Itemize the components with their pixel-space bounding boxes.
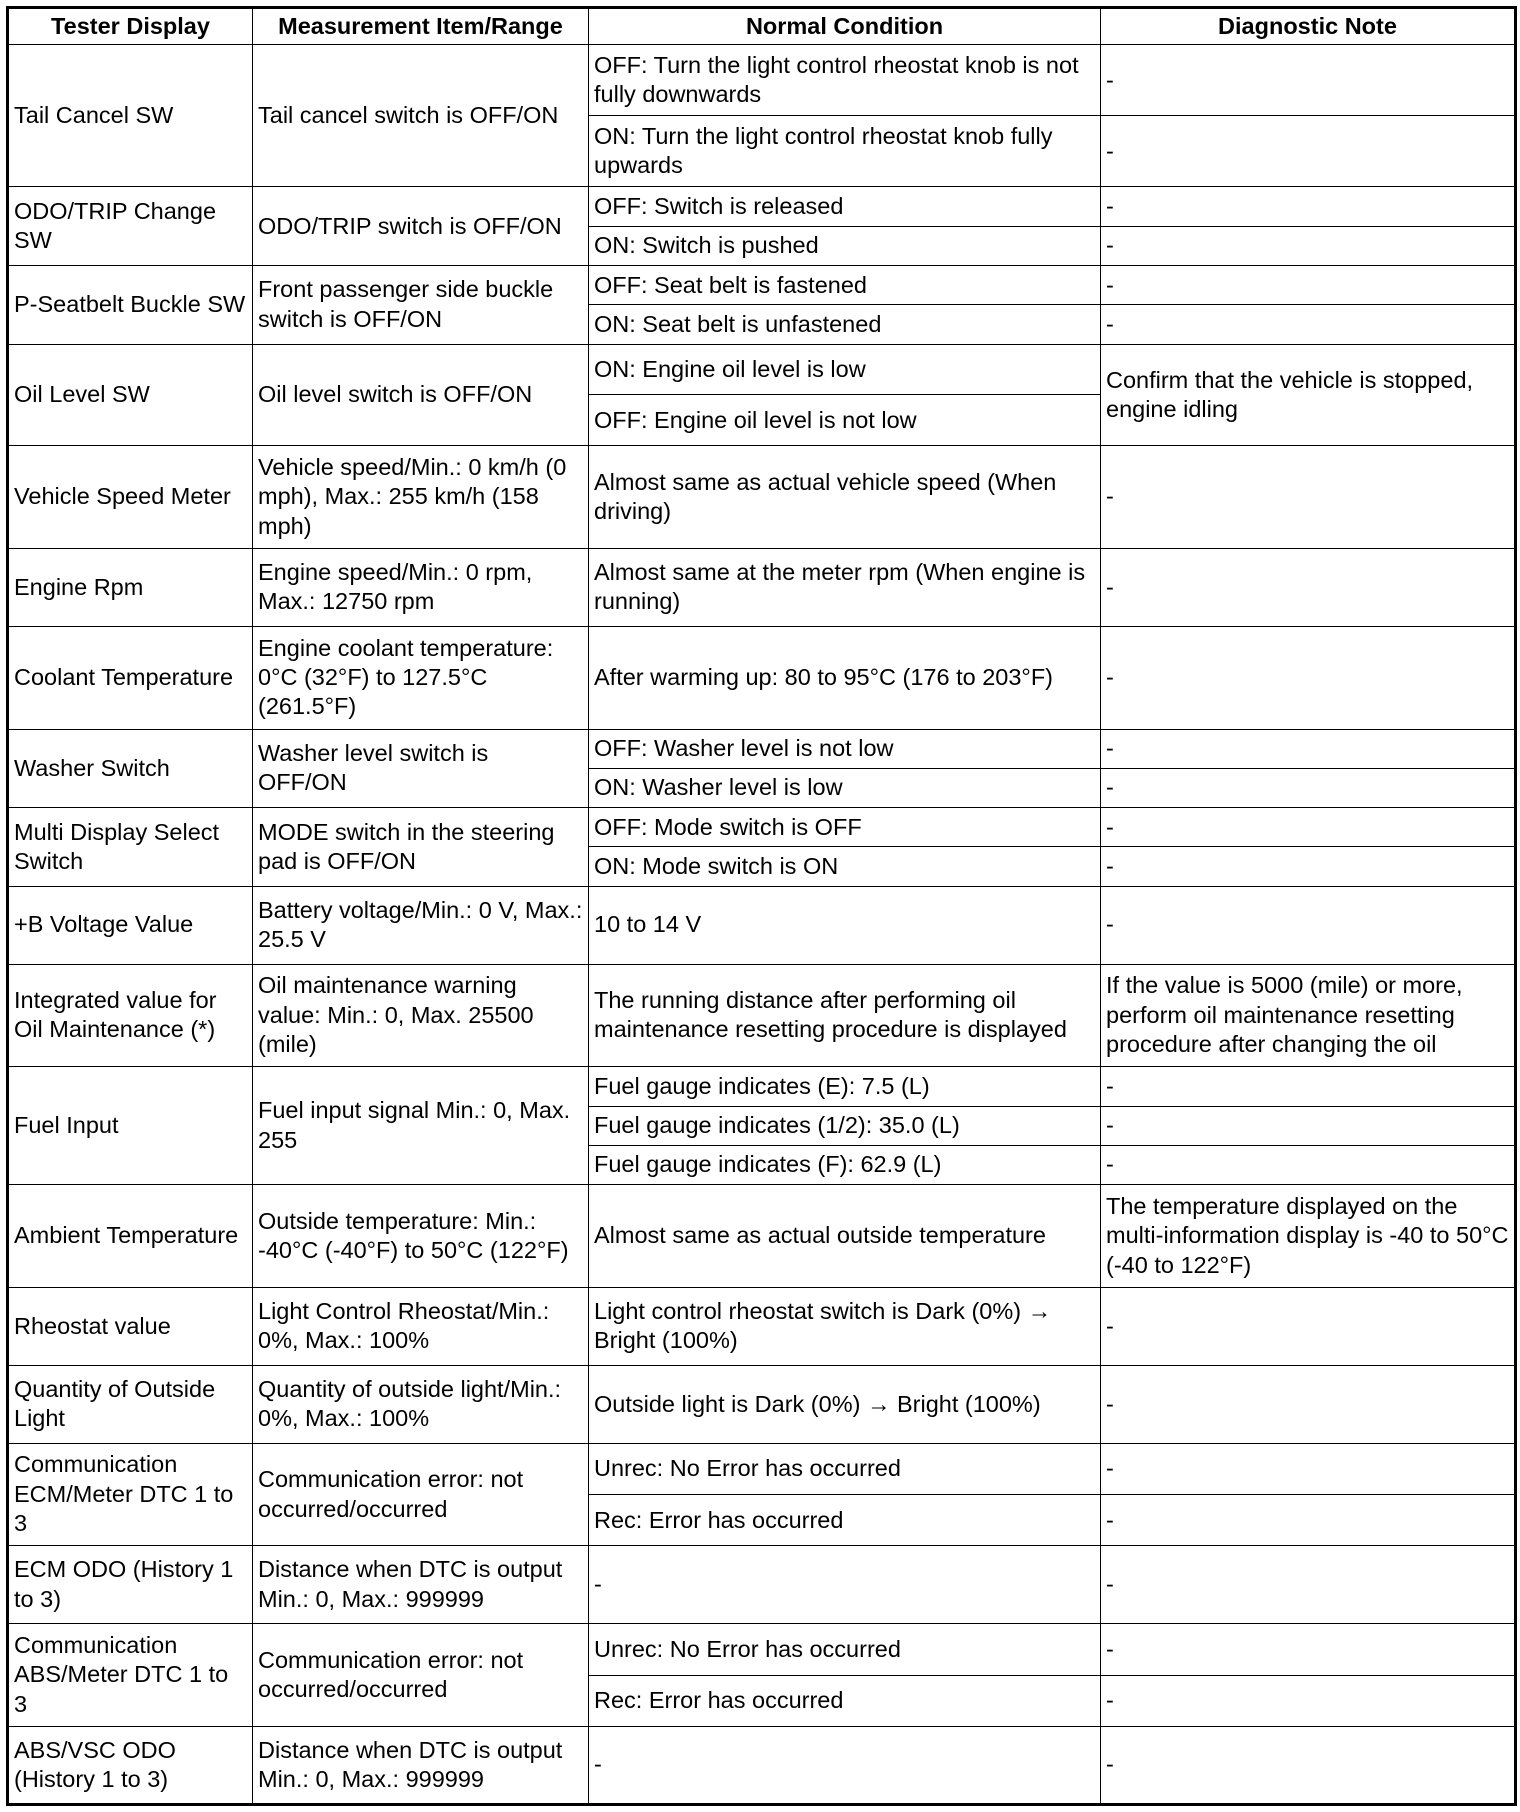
tester-display-cell: Tail Cancel SW xyxy=(8,45,253,187)
measurement-range-cell: Engine coolant temperature: 0°C (32°F) to 127.5°C (261.5°F) xyxy=(253,626,589,729)
tester-display-cell: ECM ODO (History 1 to 3) xyxy=(8,1546,253,1624)
tester-display-cell: Ambient Temperature xyxy=(8,1185,253,1288)
tester-display-cell: Communication ABS/Meter DTC 1 to 3 xyxy=(8,1624,253,1727)
tester-display-cell: +B Voltage Value xyxy=(8,886,253,964)
diagnostic-note-cell: - xyxy=(1101,626,1516,729)
diagnostic-note-cell: - xyxy=(1101,1067,1516,1106)
tester-display-cell: Quantity of Outside Light xyxy=(8,1365,253,1443)
tester-display-cell: Vehicle Speed Meter xyxy=(8,446,253,549)
diagnostic-note-cell: - xyxy=(1101,446,1516,549)
measurement-range-cell: Oil maintenance warning value: Min.: 0, Max. 25500 (mile) xyxy=(253,964,589,1067)
measurement-range-cell: Engine speed/Min.: 0 rpm, Max.: 12750 rpm xyxy=(253,549,589,627)
normal-condition-cell: ON: Turn the light control rheostat knob fully upwards xyxy=(589,116,1101,187)
normal-condition-cell: OFF: Turn the light control rheostat knob is not fully downwards xyxy=(589,45,1101,116)
diagnostic-note-cell: - xyxy=(1101,187,1516,226)
tester-display-cell: Integrated value for Oil Maintenance (*) xyxy=(8,964,253,1067)
diagnostic-note-cell: - xyxy=(1101,116,1516,187)
normal-condition-cell: Unrec: No Error has occurred xyxy=(589,1624,1101,1675)
tester-display-cell: P-Seatbelt Buckle SW xyxy=(8,266,253,345)
diagnostic-note-cell: - xyxy=(1101,1624,1516,1675)
normal-condition-cell: Fuel gauge indicates (F): 62.9 (L) xyxy=(589,1145,1101,1184)
measurement-range-cell: Light Control Rheostat/Min.: 0%, Max.: 100% xyxy=(253,1288,589,1366)
table-row xyxy=(8,1546,1516,1624)
diagnostic-note-cell: - xyxy=(1101,549,1516,627)
normal-condition-cell: Almost same as actual outside temperature xyxy=(589,1185,1101,1288)
normal-condition-cell: Almost same at the meter rpm (When engine is running) xyxy=(589,549,1101,627)
header-row xyxy=(8,8,1516,45)
diagnostic-note-cell: - xyxy=(1101,305,1516,344)
diagnostic-note-cell: - xyxy=(1101,226,1516,265)
tester-display-cell: Fuel Input xyxy=(8,1067,253,1185)
diagnostic-note-cell: - xyxy=(1101,1546,1516,1624)
normal-condition-cell: 10 to 14 V xyxy=(589,886,1101,964)
measurement-range-cell: Washer level switch is OFF/ON xyxy=(253,729,589,808)
measurement-range-cell: ODO/TRIP switch is OFF/ON xyxy=(253,187,589,266)
diagnostic-note-cell: - xyxy=(1101,768,1516,807)
table-row xyxy=(8,886,1516,964)
measurement-range-cell: Distance when DTC is output Min.: 0, Max.: 999999 xyxy=(253,1726,589,1804)
diagnostic-note-cell: If the value is 5000 (mile) or more, perform oil maintenance resetting procedure after changing the oil xyxy=(1101,964,1516,1067)
tester-display-cell: Multi Display Select Switch xyxy=(8,808,253,887)
measurement-range-cell: Quantity of outside light/Min.: 0%, Max.: 100% xyxy=(253,1365,589,1443)
normal-condition-cell: Fuel gauge indicates (E): 7.5 (L) xyxy=(589,1067,1101,1106)
header-normal-condition: Normal Condition xyxy=(589,8,1101,45)
tester-display-cell: ABS/VSC ODO (History 1 to 3) xyxy=(8,1726,253,1804)
table-row xyxy=(8,1067,1516,1106)
table-row xyxy=(8,626,1516,729)
tester-display-cell: Rheostat value xyxy=(8,1288,253,1366)
diagnostic-note-cell: - xyxy=(1101,1495,1516,1546)
measurement-range-cell: MODE switch in the steering pad is OFF/ON xyxy=(253,808,589,887)
table-row xyxy=(8,1443,1516,1494)
normal-condition-cell: Unrec: No Error has occurred xyxy=(589,1443,1101,1494)
table-row xyxy=(8,1624,1516,1675)
normal-condition-cell: The running distance after performing oil maintenance resetting procedure is displayed xyxy=(589,964,1101,1067)
measurement-range-cell: Oil level switch is OFF/ON xyxy=(253,344,589,446)
diagnostic-note-cell: - xyxy=(1101,808,1516,847)
measurement-range-cell: Outside temperature: Min.: -40°C (-40°F) to 50°C (122°F) xyxy=(253,1185,589,1288)
diagnostic-note-cell: - xyxy=(1101,1675,1516,1726)
normal-condition-cell: Light control rheostat switch is Dark (0%) → Bright (100%) xyxy=(589,1288,1101,1366)
measurement-range-cell: Tail cancel switch is OFF/ON xyxy=(253,45,589,187)
table-row xyxy=(8,964,1516,1067)
diagnostic-note-cell: - xyxy=(1101,1145,1516,1184)
diagnostic-note-cell: - xyxy=(1101,266,1516,305)
table-row xyxy=(8,1726,1516,1804)
tester-display-cell: Oil Level SW xyxy=(8,344,253,446)
normal-condition-cell: ON: Engine oil level is low xyxy=(589,344,1101,395)
table-row xyxy=(8,45,1516,116)
measurement-range-cell: Front passenger side buckle switch is OFF/ON xyxy=(253,266,589,345)
tester-display-cell: Engine Rpm xyxy=(8,549,253,627)
normal-condition-cell: Outside light is Dark (0%) → Bright (100%) xyxy=(589,1365,1101,1443)
normal-condition-cell: Fuel gauge indicates (1/2): 35.0 (L) xyxy=(589,1106,1101,1145)
header-diagnostic-note: Diagnostic Note xyxy=(1101,8,1516,45)
table-row xyxy=(8,729,1516,768)
table-row xyxy=(8,1288,1516,1366)
diagnostic-note-cell: The temperature displayed on the multi-information display is -40 to 50°C (-40 to 122°F) xyxy=(1101,1185,1516,1288)
measurement-range-cell: Distance when DTC is output Min.: 0, Max.: 999999 xyxy=(253,1546,589,1624)
normal-condition-cell: OFF: Switch is released xyxy=(589,187,1101,226)
tester-display-cell: Communication ECM/Meter DTC 1 to 3 xyxy=(8,1443,253,1546)
measurement-range-cell: Communication error: not occurred/occurred xyxy=(253,1443,589,1546)
measurement-range-cell: Communication error: not occurred/occurred xyxy=(253,1624,589,1727)
normal-condition-cell: After warming up: 80 to 95°C (176 to 203°F) xyxy=(589,626,1101,729)
diagnostic-note-cell: - xyxy=(1101,1726,1516,1804)
normal-condition-cell: Almost same as actual vehicle speed (When driving) xyxy=(589,446,1101,549)
diagnostic-note-cell: - xyxy=(1101,886,1516,964)
diagnostic-note-cell: - xyxy=(1101,1365,1516,1443)
header-tester-display: Tester Display xyxy=(8,8,253,45)
diagnostic-note-cell: - xyxy=(1101,1106,1516,1145)
normal-condition-cell: - xyxy=(589,1546,1101,1624)
table-row xyxy=(8,446,1516,549)
diagnostic-note-cell: - xyxy=(1101,1288,1516,1366)
diagnostic-note-cell: - xyxy=(1101,847,1516,886)
normal-condition-cell: OFF: Mode switch is OFF xyxy=(589,808,1101,847)
normal-condition-cell: - xyxy=(589,1726,1101,1804)
normal-condition-cell: OFF: Seat belt is fastened xyxy=(589,266,1101,305)
table-row xyxy=(8,549,1516,627)
normal-condition-cell: ON: Switch is pushed xyxy=(589,226,1101,265)
diagnostic-note-cell: - xyxy=(1101,729,1516,768)
tester-display-cell: ODO/TRIP Change SW xyxy=(8,187,253,266)
normal-condition-cell: OFF: Engine oil level is not low xyxy=(589,395,1101,446)
diagnostic-note-cell: - xyxy=(1101,1443,1516,1494)
table-body xyxy=(8,45,1516,1805)
table-row xyxy=(8,344,1516,395)
data-list-table xyxy=(6,6,1517,1806)
tester-display-cell: Washer Switch xyxy=(8,729,253,808)
normal-condition-cell: OFF: Washer level is not low xyxy=(589,729,1101,768)
measurement-range-cell: Fuel input signal Min.: 0, Max. 255 xyxy=(253,1067,589,1185)
table-row xyxy=(8,187,1516,226)
tester-display-cell: Coolant Temperature xyxy=(8,626,253,729)
measurement-range-cell: Vehicle speed/Min.: 0 km/h (0 mph), Max.: 255 km/h (158 mph) xyxy=(253,446,589,549)
header-measurement-item: Measurement Item/Range xyxy=(253,8,589,45)
table-row xyxy=(8,1185,1516,1288)
normal-condition-cell: ON: Mode switch is ON xyxy=(589,847,1101,886)
normal-condition-cell: Rec: Error has occurred xyxy=(589,1495,1101,1546)
table-row xyxy=(8,808,1516,847)
normal-condition-cell: Rec: Error has occurred xyxy=(589,1675,1101,1726)
table-row xyxy=(8,266,1516,305)
measurement-range-cell: Battery voltage/Min.: 0 V, Max.: 25.5 V xyxy=(253,886,589,964)
diagnostic-note-cell: - xyxy=(1101,45,1516,116)
normal-condition-cell: ON: Washer level is low xyxy=(589,768,1101,807)
diagnostic-note-cell: Confirm that the vehicle is stopped, engine idling xyxy=(1101,344,1516,446)
normal-condition-cell: ON: Seat belt is unfastened xyxy=(589,305,1101,344)
table-row xyxy=(8,1365,1516,1443)
